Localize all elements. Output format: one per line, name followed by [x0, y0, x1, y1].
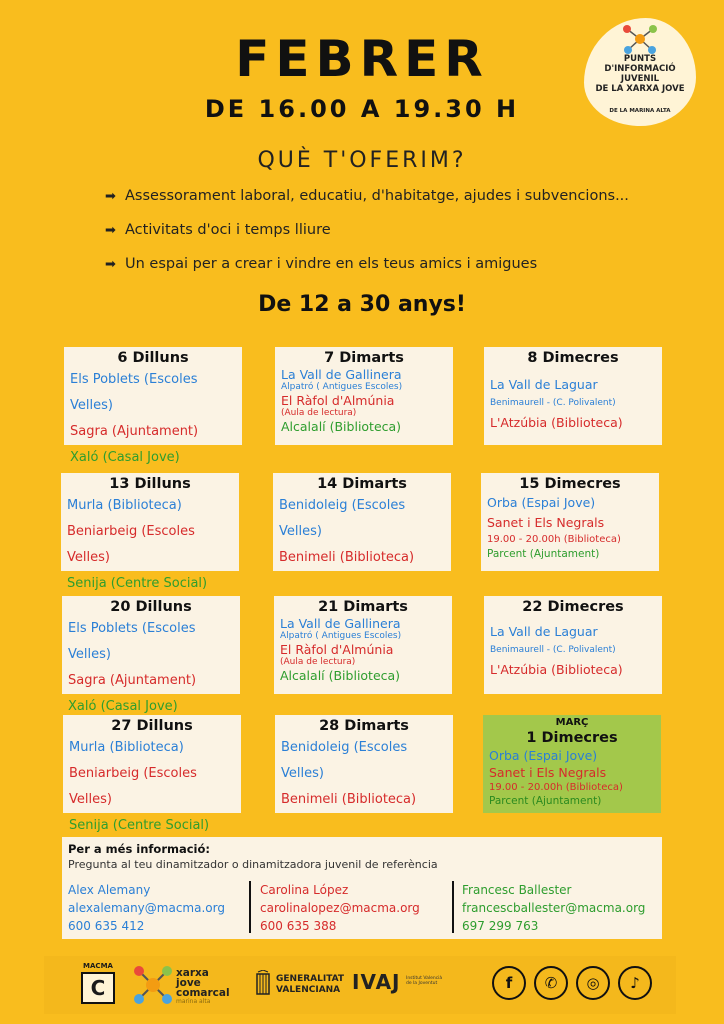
molecule-icon [132, 964, 174, 1006]
card-day: 28 Dimarts [319, 718, 409, 734]
card-day: 21 Dimarts [318, 599, 408, 615]
contact-email[interactable]: carolinalopez@macma.org [260, 901, 420, 915]
location-detail: Alpatró ( Antigues Escoles) [280, 631, 402, 641]
location: Beniarbeig (Escoles Velles) [69, 766, 197, 807]
card-day: 8 Dimecres [527, 350, 619, 366]
location: Els Poblets (Escoles Velles) [68, 621, 196, 662]
contact [68, 881, 258, 935]
logo-line: DE LA MARINA ALTA [609, 108, 671, 114]
contact-phone[interactable]: 600 635 412 [68, 919, 145, 933]
schedule-card [63, 715, 241, 833]
coat-of-arms-icon [254, 970, 272, 1000]
location-detail: Benimaurell - (C. Polivalent) [490, 645, 616, 655]
macma-logo: MACMA C [80, 962, 116, 1006]
facebook-icon[interactable]: f [492, 966, 526, 1000]
location: El Ràfol d'Almúnia [281, 393, 395, 408]
location-detail: (Aula de lectura) [281, 408, 357, 418]
xarxa-jove-logo: xarxa jove comarcal marina alta [132, 962, 242, 1008]
location: La Vall de Laguar [490, 377, 598, 392]
logo-line: DE LA XARXA JOVE [595, 84, 685, 94]
info-heading: Per a més informació: [68, 842, 211, 856]
location: Murla (Biblioteca) [69, 740, 184, 755]
contact-email[interactable]: francescballester@macma.org [462, 901, 646, 915]
location: Sagra (Ajuntament) [70, 424, 199, 439]
location: Benimeli (Biblioteca) [279, 550, 415, 565]
logo-line: D'INFORMACIÓ [604, 64, 676, 74]
location-detail: 19.00 - 20.00h (Biblioteca) [489, 782, 623, 793]
list-item: ➡ Un espai per a crear i vindre en els teus amics i amigues [105, 256, 538, 272]
location: Senija (Centre Social) [67, 576, 208, 591]
location-detail: (Aula de lectura) [280, 657, 356, 667]
card-day: 22 Dimecres [522, 599, 624, 615]
card-month: MARÇ [555, 717, 589, 728]
location: L'Atzúbia (Biblioteca) [490, 662, 623, 677]
contact-phone[interactable]: 697 299 763 [462, 919, 539, 933]
schedule-card [273, 473, 451, 571]
tiktok-icon[interactable]: ♪ [618, 966, 652, 1000]
schedule-card [61, 473, 239, 591]
card-day: 13 Dilluns [109, 476, 191, 492]
location: La Vall de Gallinera [280, 616, 401, 631]
card-day: 14 Dimarts [317, 476, 407, 492]
schedule-card [481, 473, 659, 571]
contact-name: Alex Alemany [68, 883, 151, 897]
location: Senija (Centre Social) [69, 818, 210, 833]
location: Benidoleig (Escoles Velles) [281, 740, 408, 781]
section-heading: QUÈ T'OFERIM? [257, 148, 467, 173]
location: Murla (Biblioteca) [67, 498, 182, 513]
location: Parcent (Ajuntament) [489, 795, 602, 807]
list-item: ➡ Assessorament laboral, educatiu, d'habitatge, ajudes i subvencions... [105, 188, 629, 204]
location: Orba (Espai Jove) [487, 495, 596, 510]
contact-phone[interactable]: 600 635 388 [260, 919, 337, 933]
logo-line: JUVENIL [620, 74, 660, 84]
location: Els Poblets (Escoles Velles) [70, 372, 198, 413]
info-text: Pregunta al teu dinamitzador o dinamitzadora juvenil de referència [68, 858, 438, 871]
contact [462, 881, 652, 935]
schedule-card [274, 596, 452, 694]
location: Sanet i Els Negrals [489, 765, 607, 780]
card-day: 1 Dimecres [526, 730, 618, 746]
arrow-right-icon: ➡ [105, 223, 116, 238]
location: Xaló (Casal Jove) [70, 450, 180, 465]
location: Xaló (Casal Jove) [68, 699, 178, 714]
instagram-icon[interactable]: ◎ [576, 966, 610, 1000]
location: Alcalalí (Biblioteca) [280, 668, 401, 683]
molecule-icon [622, 24, 658, 54]
schedule-card [275, 715, 453, 813]
location: Sagra (Ajuntament) [68, 673, 197, 688]
info-box [62, 837, 662, 939]
location: Benidoleig (Escoles Velles) [279, 498, 406, 539]
card-day: 6 Dilluns [117, 350, 189, 366]
card-day: 7 Dimarts [324, 350, 404, 366]
location-detail: 19.00 - 20.00h (Biblioteca) [487, 534, 621, 545]
list-item: ➡ Activitats d'oci i temps lliure [105, 222, 331, 238]
location: La Vall de Gallinera [281, 367, 402, 382]
location: L'Atzúbia (Biblioteca) [490, 415, 623, 430]
schedule-card-highlight [483, 715, 661, 813]
schedule-card [64, 347, 242, 465]
contact-name: Carolina López [260, 883, 349, 897]
card-day: 20 Dilluns [110, 599, 192, 615]
location: Sanet i Els Negrals [487, 515, 605, 530]
ivaj-subtitle: Institut Valencià de la Joventut [406, 976, 443, 986]
divider [452, 881, 454, 933]
contact [260, 881, 450, 935]
schedule-card [275, 347, 453, 445]
footer-logos [44, 956, 676, 1014]
contact-email[interactable]: alexalemany@macma.org [68, 901, 225, 915]
location: Orba (Espai Jove) [489, 748, 598, 763]
page-title: FEBRER [235, 30, 489, 88]
logo-line: PUNTS [623, 54, 657, 64]
generalitat-logo: GENERALITAT VALENCIANA [254, 968, 344, 1002]
location: Alcalalí (Biblioteca) [281, 419, 402, 434]
location-detail: Alpatró ( Antigues Escoles) [281, 382, 403, 392]
location: Benimeli (Biblioteca) [281, 792, 417, 807]
location: La Vall de Laguar [490, 624, 598, 639]
schedule-card [62, 596, 240, 714]
location: Beniarbeig (Escoles Velles) [67, 524, 195, 565]
offer-list [105, 188, 705, 290]
schedule-card [484, 347, 662, 445]
age-range: De 12 a 30 anys! [258, 292, 466, 317]
card-day: 27 Dilluns [111, 718, 193, 734]
whatsapp-icon[interactable]: ✆ [534, 966, 568, 1000]
hours: DE 16.00 A 19.30 H [204, 95, 520, 123]
divider [249, 881, 251, 933]
schedule-card [484, 596, 662, 694]
arrow-right-icon: ➡ [105, 189, 116, 204]
arrow-right-icon: ➡ [105, 257, 116, 272]
ivaj-logo: IVAJ [352, 970, 401, 994]
location-detail: Benimaurell - (C. Polivalent) [490, 398, 616, 408]
card-day: 15 Dimecres [519, 476, 621, 492]
contact-name: Francesc Ballester [462, 883, 572, 897]
location: Parcent (Ajuntament) [487, 548, 600, 560]
location: El Ràfol d'Almúnia [280, 642, 394, 657]
